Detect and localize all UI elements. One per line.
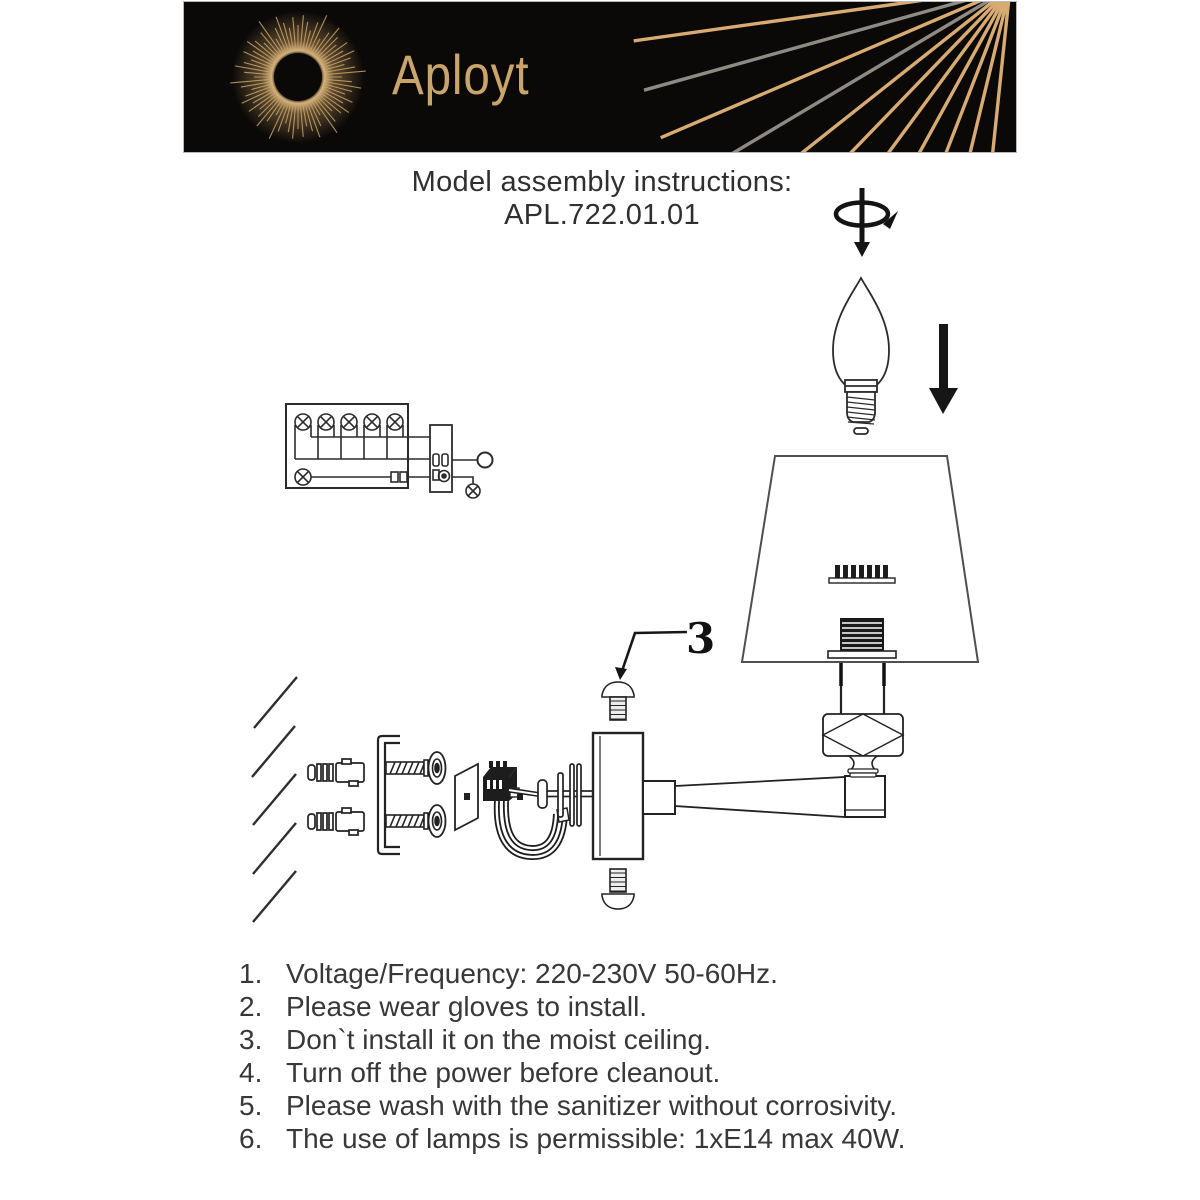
wall-hatch-lines (252, 677, 297, 922)
list-item (239, 1057, 905, 1090)
list-item (239, 1090, 905, 1123)
item-number: 3. (239, 1023, 263, 1055)
list-item (239, 1024, 905, 1057)
item-number: 2. (239, 990, 263, 1022)
instruction-list (239, 958, 905, 1155)
lamp-shade (742, 456, 978, 662)
wall-anchor-bottom (308, 808, 364, 835)
shade-ring (829, 565, 895, 583)
list-item (239, 958, 905, 991)
canopy-screw-top (602, 682, 634, 720)
bulb-e14 (833, 278, 889, 434)
callout-3 (615, 614, 715, 680)
item-number: 1. (239, 958, 263, 989)
canopy (593, 733, 643, 859)
item-number: 6. (239, 1122, 263, 1154)
item-text: Please wear gloves to install. (286, 990, 648, 1022)
item-text: Voltage/Frequency: 220-230V 50-60Hz. (286, 958, 778, 989)
page-title: Model assembly instructions: (411, 166, 793, 198)
item-text: Don`t install it on the moist ceiling. (286, 1023, 711, 1055)
lamp-arm (643, 776, 885, 817)
wall-anchor-top (308, 759, 364, 786)
terminal-block (483, 761, 523, 801)
item-text: Please wash with the sanitizer without corrosivity. (286, 1089, 898, 1121)
brand-logo-text: Aployt (392, 43, 530, 106)
decorative-column (823, 658, 903, 777)
list-item (239, 1123, 905, 1156)
item-number: 4. (239, 1056, 263, 1088)
callout-label: 3 (686, 614, 716, 663)
mounting-bracket (378, 736, 400, 854)
mounting-screw-bottom (386, 805, 446, 837)
item-number: 5. (239, 1089, 263, 1121)
backplate (455, 764, 478, 830)
wiring-schematic (286, 404, 493, 498)
item-text: The use of lamps is permissible: 1xE14 max 40W. (286, 1122, 906, 1154)
mounting-screw-top (386, 752, 446, 784)
canopy-screw-bottom (602, 869, 634, 909)
model-number: APL.722.01.01 (504, 199, 700, 231)
list-item (239, 991, 905, 1024)
down-arrow-icon (929, 324, 958, 414)
rotate-arrow-icon (836, 188, 898, 257)
item-text: Turn off the power before cleanout. (286, 1056, 721, 1088)
